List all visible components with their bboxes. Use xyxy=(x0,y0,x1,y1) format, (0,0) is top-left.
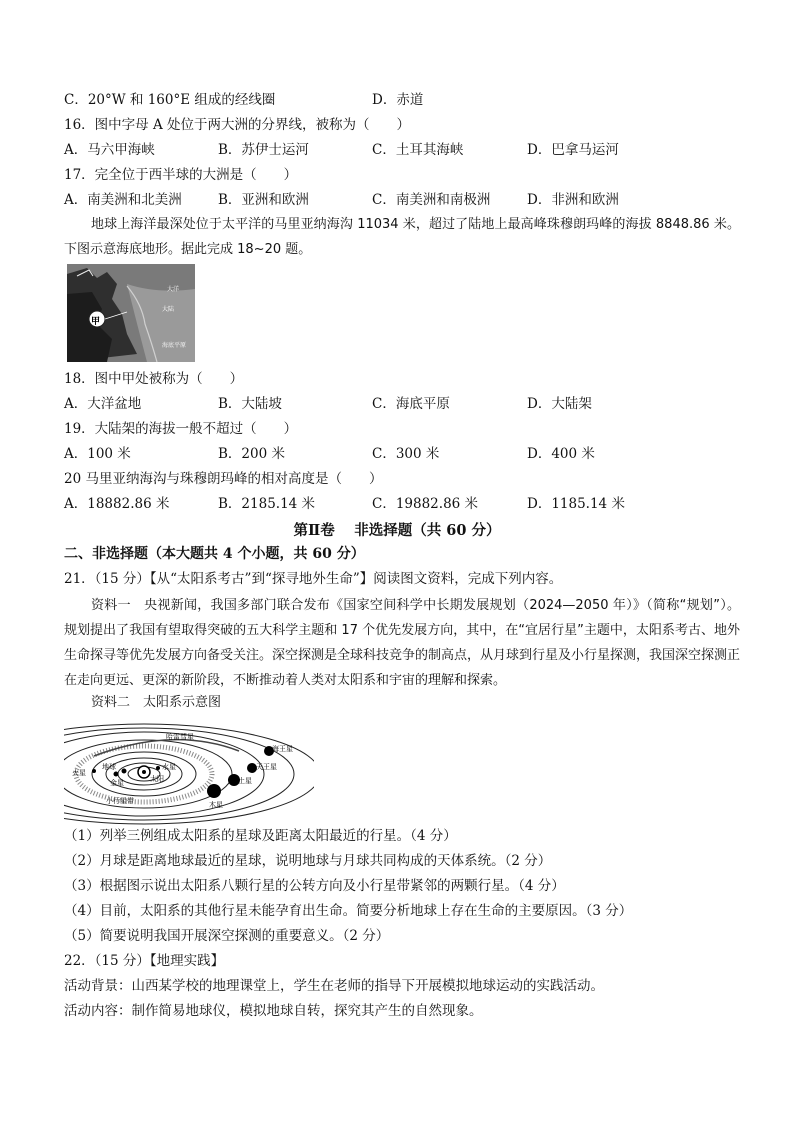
label-mercury: 水星 xyxy=(162,763,176,771)
section-2-title: 第Ⅱ卷 非选择题（共 60 分） xyxy=(293,522,501,539)
label-mars: 火星 xyxy=(72,769,86,777)
q20-option-a: A．18882.86 米 xyxy=(64,496,170,512)
q21-material-1: 资料一 央视新闻，我国多部门联合发布《国家空间科学中长期发展规划（2024—2050 年）》（简称“规划”）。规划提出了我国有望取得突破的五大科学主题和 17 个优先发展方向，其中，在“宜居行星”主题中，太阳系考古、地外生命探寻等优先发展方向备受关注。深空探测是全球科技竞争的制高点，从月球到行星及小行星探测，我国深空探测正在走向更远、更深的新阶段，不断推动着人类对太阳系和宇宙的理解和探索。 xyxy=(64,598,741,688)
label-halley-comet: 哈雷彗星 xyxy=(166,733,194,741)
q21-material-2-label: 资料二 太阳系示意图 xyxy=(91,695,222,710)
figure-label-jia: 甲 xyxy=(91,317,101,327)
label-earth: 地球 xyxy=(102,763,116,771)
figure-label-ocean: 大洋 xyxy=(167,286,180,293)
q19-option-d: D．400 米 xyxy=(527,446,595,462)
q19-stem: 19．大陆架的海拔一般不超过（ ） xyxy=(64,421,298,437)
q17-option-a: A．南美洲和北美洲 xyxy=(64,192,182,208)
q22-content: 活动内容：制作简易地球仪，模拟地球自转，探究其产生的自然现象。 xyxy=(64,1003,483,1019)
label-uranus: 天王星 xyxy=(256,763,277,771)
label-sun: 太阳 xyxy=(150,775,164,783)
q20-option-b: B．2185.14 米 xyxy=(218,496,316,512)
q17-option-b: B．亚洲和欧洲 xyxy=(218,192,309,208)
q20-stem: 20 马里亚纳海沟与珠穆朗玛峰的相对高度是（ ） xyxy=(64,471,383,487)
intro-18-20: 地球上海洋最深处位于太平洋的马里亚纳海沟 11034 米，超过了陆地上最高峰珠穆朗玛峰的海拔 8848.86 米。下图示意海底地形。据此完成 18~20 题。 xyxy=(64,217,740,257)
figure-label-continent: 大陆 xyxy=(162,306,175,313)
q19-option-a: A．100 米 xyxy=(64,446,131,462)
q17-option-d: D．非洲和欧洲 xyxy=(527,192,619,208)
q20-option-d: D．1185.14 米 xyxy=(527,496,625,512)
q16-option-a: A．马六甲海峡 xyxy=(64,142,155,158)
q17-option-c: C．南美洲和南极洲 xyxy=(372,192,491,208)
solar-system-figure xyxy=(64,716,314,826)
q19-option-b: B．200 米 xyxy=(218,446,285,462)
q21-sub-1: （1）列举三例组成太阳系的星球及距离太阳最近的行星。（4 分） xyxy=(64,828,457,844)
q15-option-d: D．赤道 xyxy=(372,92,424,108)
q18-stem: 18．图中甲处被称为（ ） xyxy=(64,371,244,387)
q21-sub-2: （2）月球是距离地球最近的星球，说明地球与月球共同构成的天体系统。（2 分） xyxy=(64,853,552,869)
q20-option-c: C．19882.86 米 xyxy=(372,496,479,512)
q18-option-d: D．大陆架 xyxy=(527,396,592,412)
q16-option-c: C．土耳其海峡 xyxy=(372,142,464,158)
q15-option-c: C．20°W 和 160°E 组成的经线圈 xyxy=(64,92,276,108)
q21-sub-5: （5）简要说明我国开展深空探测的重要意义。（2 分） xyxy=(64,928,390,944)
q18-option-a: A．大洋盆地 xyxy=(64,396,142,412)
label-asteroid-belt: 小行星带 xyxy=(106,797,134,805)
part-2-heading: 二、非选择题（本大题共 4 个小题，共 60 分） xyxy=(64,546,365,562)
q21-sub-4: （4）目前，太阳系的其他行星未能孕育出生命。简要分析地球上存在生命的主要原因。（3 分） xyxy=(64,903,633,919)
q16-stem: 16．图中字母 A 处位于两大洲的分界线，被称为（ ） xyxy=(64,117,411,133)
label-neptune: 海王星 xyxy=(272,745,293,753)
q22-heading: 22．（15 分）【地理实践】 xyxy=(64,953,225,969)
q17-stem: 17．完全位于西半球的大洲是（ ） xyxy=(64,167,298,183)
label-saturn: 土星 xyxy=(238,777,252,785)
figure-label-plain: 海底平原 xyxy=(162,342,187,349)
label-jupiter: 木星 xyxy=(209,801,223,809)
q21-sub-3: （3）根据图示说出太阳系八颗行星的公转方向及小行星带紧邻的两颗行星。（4 分） xyxy=(64,878,565,894)
q18-option-b: B．大陆坡 xyxy=(218,396,282,412)
q16-option-d: D．巴拿马运河 xyxy=(527,142,619,158)
label-venus: 金星 xyxy=(110,779,124,787)
q18-option-c: C．海底平原 xyxy=(372,396,450,412)
q19-option-c: C．300 米 xyxy=(372,446,440,462)
q16-option-b: B．苏伊士运河 xyxy=(218,142,309,158)
q21-heading: 21．（15 分）【从“太阳系考古”到“探寻地外生命”】阅读图文资料，完成下列内容。 xyxy=(64,571,563,587)
seafloor-figure xyxy=(67,264,195,362)
q22-background: 活动背景：山西某学校的地理课堂上，学生在老师的指导下开展模拟地球运动的实践活动。 xyxy=(64,978,604,994)
